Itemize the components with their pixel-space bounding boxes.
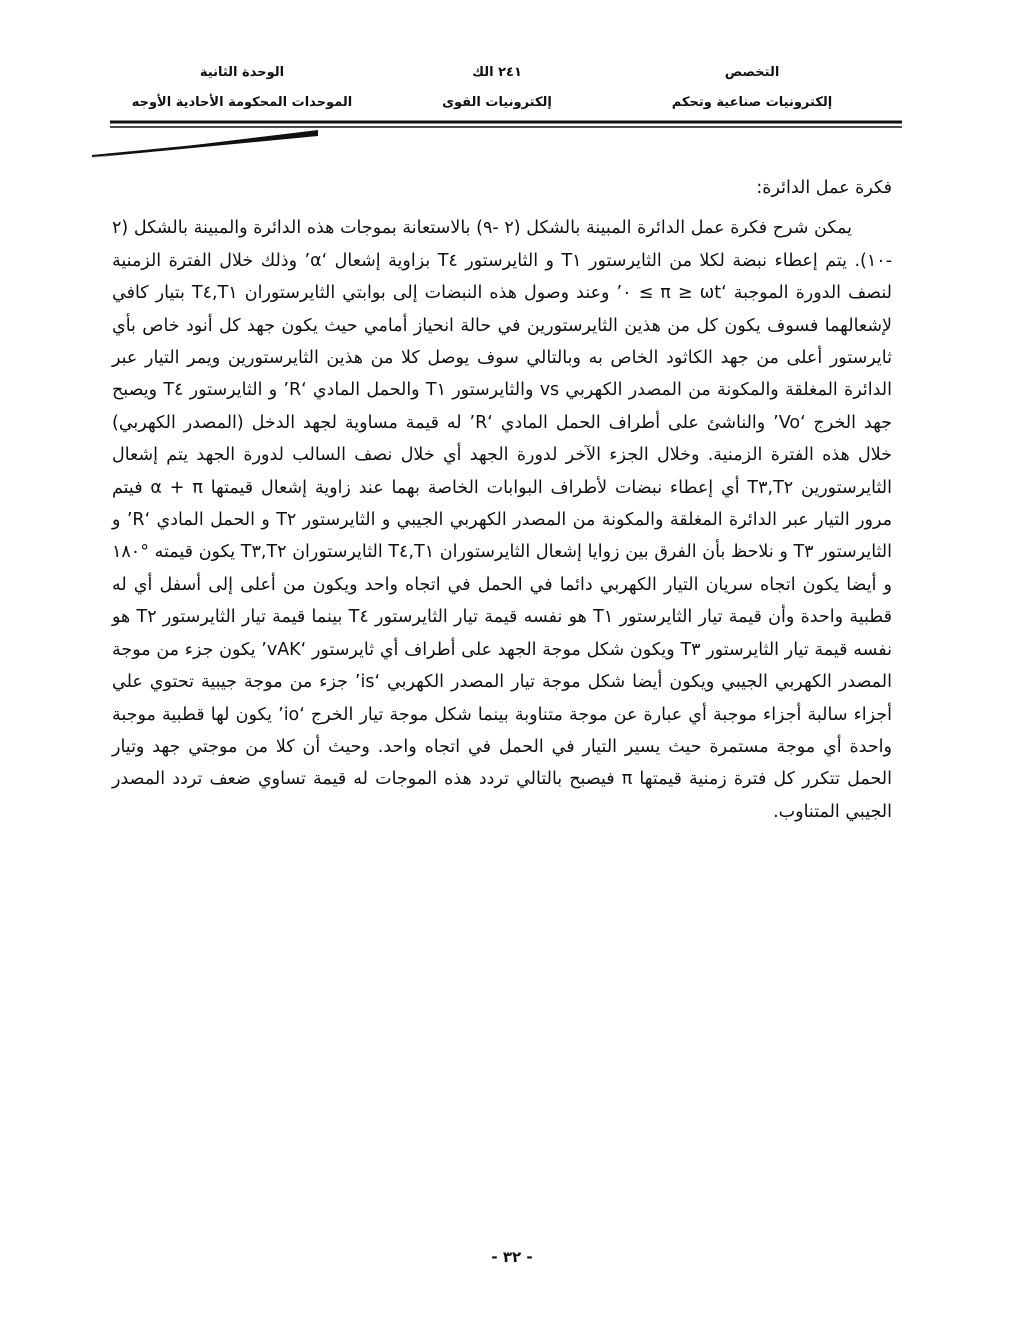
header-specialization (622, 58, 882, 118)
header-specialization-value: إلكترونيات صناعية وتحكم (671, 95, 833, 110)
body-paragraph: يمكن شرح فكرة عمل الدائرة المبينة بالشكل (٢ -٩) بالاستعانة بموجات هذه الدائرة والمبينة بالشكل (٢ -١٠). يتم إعطاء نبضة لكلا من الثايرستور T١ و الثايرستور T٤ بزاوية إشعال ‘α’ وذلك خلال الفترة الزمنية لنصف الدورة الموجبة ‘π ≥ ωt ≥ ٠’ وعند وصول هذه النبضات إلى بوابتي الثايرستوران T١,T٤ بتيار كافي لإشعالهما فسوف يكون كل من هذين الثايرستورين في حالة انحياز أمامي حيث يكون جهد كل أنود خاص بأي ثايرستور أعلى من جهد الكاثود الخاص به وبالتالي سوف يوصل كلا من هذين الثايرستورين ويمر التيار عبر الدائرة المغلقة والمكونة من المصدر الكهربي vs والثايرستور T١ والحمل المادي ‘R’ و الثايرستور T٤ ويصبح جهد الخرج ‘Vo’ والناشئ على أطراف الحمل المادي ‘R’ له قيمة مساوية لجهد الدخل (المصدر الكهربي) خلال هذه الفترة الزمنية. وخلال الجزء الآخر لدورة الجهد أي خلال نصف السالب لدورة الجهد يتم إشعال الثايرستورين T٢,T٣ أي إعطاء نبضات لأطراف البوابات الخاصة بهما عند زاوية إشعال قيمتها α + π فيتم مرور التيار عبر الدائرة المغلقة والمكونة من المصدر الكهربي الجيبي و الثايرستور T٢ و الحمل المادي ‘R’ و الثايرستور T٣ و نلاحظ بأن الفرق بين زوايا إشعال الثايرستوران T١,T٤ الثايرستوران T٢,T٣ يكون قيمته °١٨٠ و أيضا يكون اتجاه سريان التيار الكهربي دائما في الحمل في اتجاه واحد ويكون من أعلى إلى أسفل أي له قطبية واحدة وأن قيمة تيار الثايرستور T١ هو نفسه قيمة تيار الثايرستور T٤ بينما قيمة تيار الثايرستور T٢ هو نفسه قيمة تيار الثايرستور T٣ ويكون شكل موجة الجهد على أطراف أي ثايرستور ‘vAK’ يكون جزء من موجة المصدر الكهربي الجيبي ويكون أيضا شكل موجة تيار المصدر الكهربي ‘is’ جزء من موجة جيبية تحتوي علي أجزاء سالبة أجزاء موجبة أي عبارة عن موجة متناوبة بينما شكل موجة تيار الخرج ‘io’ يكون لها قطبية موجبة واحدة أي موجة مستمرة حيث يسير التيار في الحمل في اتجاه واحد. وحيث أن كلا من موجتي جهد وتيار الحمل تتكرر كل فترة زمنية قيمتها π فيصبح بالتالي تردد هذه الموجات له قيمة تساوي ضعف تردد المصدر الجيبي المتناوب. (112, 218, 893, 822)
header-unit-title: الموحدات المحكومة الأحادية الأوجه (131, 95, 353, 110)
header-unit-label: الوحدة الثانية (199, 65, 285, 80)
header-course (367, 58, 627, 118)
header-course-code: ٢٤١ الك (472, 65, 522, 80)
header-rule (80, 112, 910, 162)
page-header (112, 58, 882, 118)
header-course-title: إلكترونيات القوى (442, 95, 552, 110)
page-number: - ٣٢ - (491, 1248, 533, 1266)
section-title: فكرة عمل الدائرة: (756, 178, 892, 198)
header-specialization-label: التخصص (724, 65, 780, 80)
page-body (112, 172, 892, 828)
header-unit (112, 58, 372, 118)
